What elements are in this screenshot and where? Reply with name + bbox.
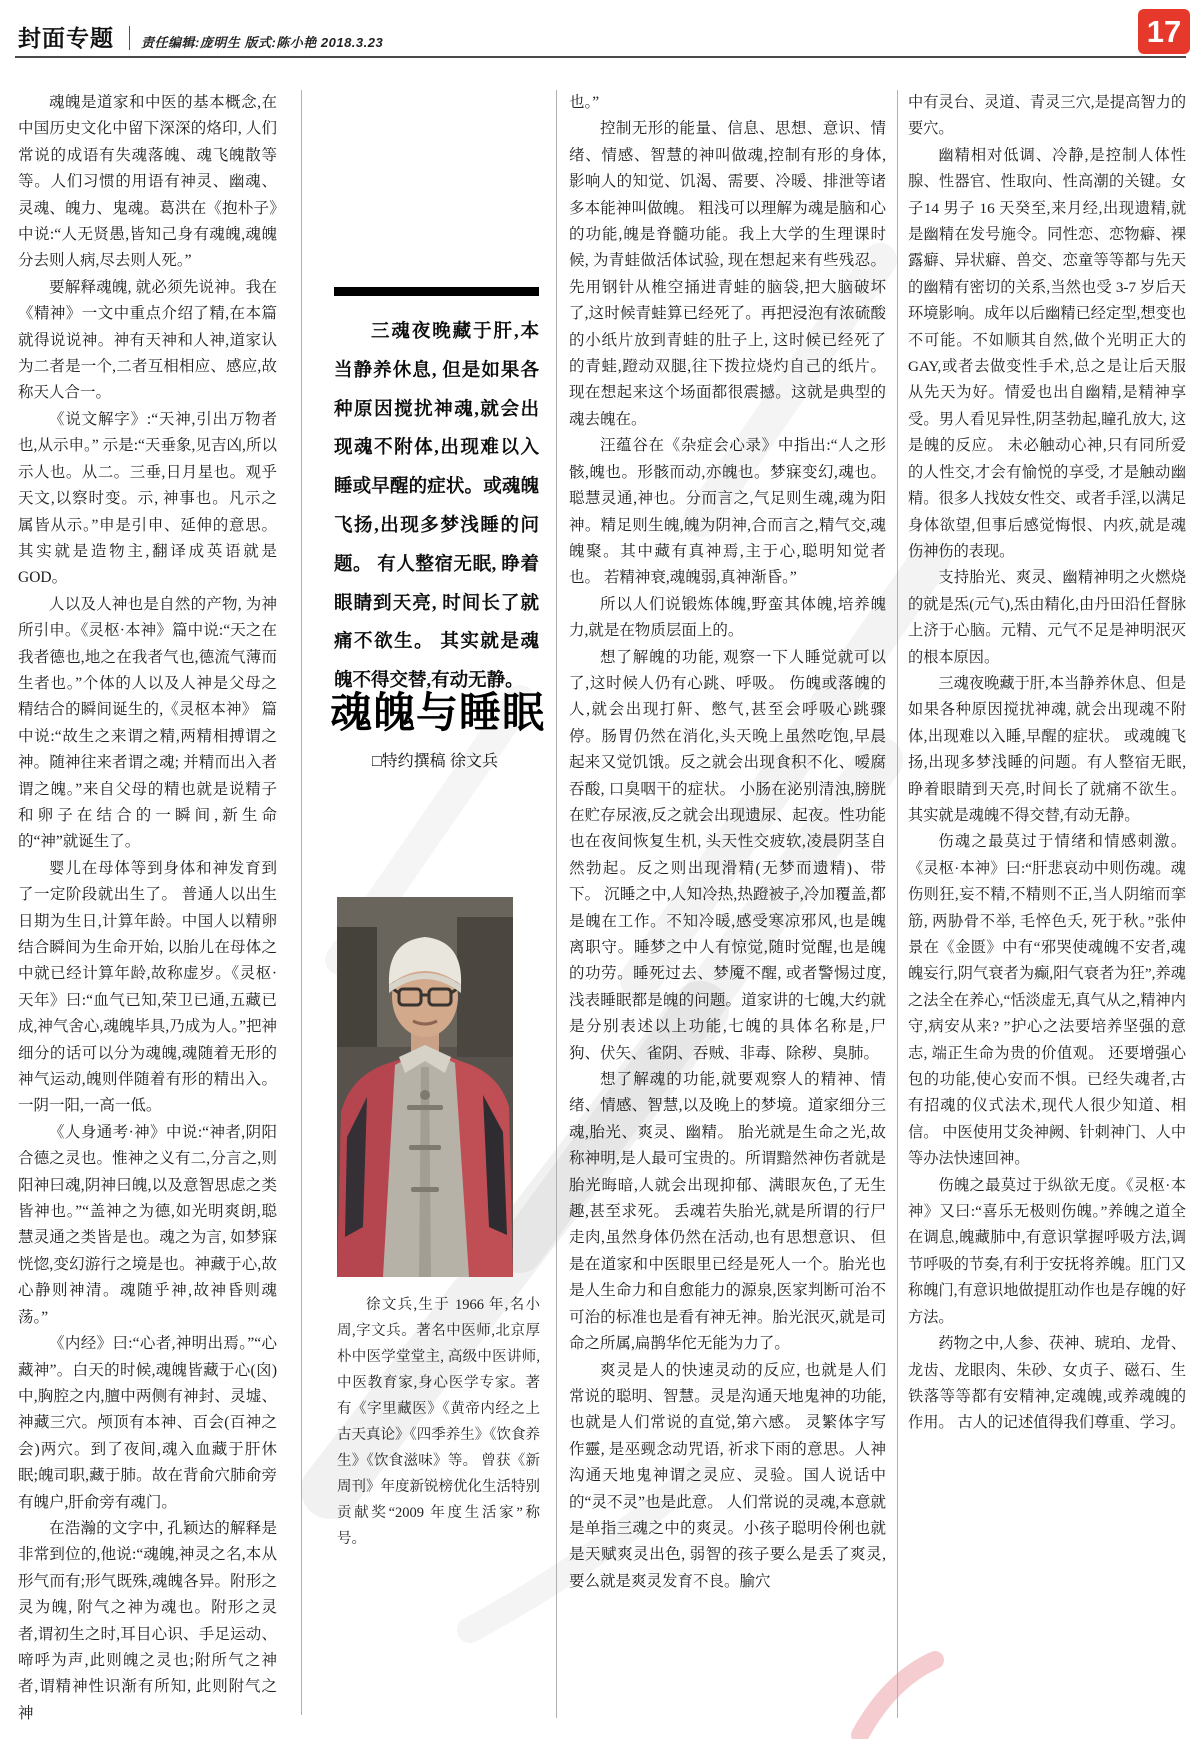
author-photo-illustration: [337, 897, 513, 1277]
pull-quote-box: [334, 287, 539, 701]
paragraph: 伤魄之最莫过于纵欲无度。《灵枢·本神》又曰:“喜乐无极则伤魄。”养魄之道全在调息,魄藏肺中,有意识掌握呼吸方法,调节呼吸的节奏,有利于安抚将养魄。肛门又称魄门,有意识地做提肛动作也是存魄的好方法。: [908, 1176, 1186, 1326]
column-rule-2: [556, 90, 557, 1718]
section-title: 封面专题: [18, 25, 114, 51]
paragraph: 幽精相对低调、冷静,是控制人体性腺、性器官、性取向、性高潮的关键。女子14 男子 16 天癸至,来月经,出现遗精,就是幽精在发号施令。同性恋、恋物癖、裸露癖、异状癖、兽交、恋童等等都与先天的幽精有密切的关系,当然也受 3-7 岁后天环境影响。成年以后幽精已经定型,想变也不可能。不如顺其自然,做个光明正大的 GAY,或者去做变性手术,总之是让后天服从先天为好。情爱也出自幽精,是精神享受。男人看见异性,阴茎勃起,瞳孔放大, 这是魄的反应。 未必触动心神,只有同所爱的人性交,才会有愉悦的享受, 才是触动幽精。很多人找妓女性交、或者手淫,以满足身体欲望,但事后感觉悔恨、内疚,就是魂伤神伤的表现。: [908, 146, 1186, 560]
paragraph: 《说文解字》:“天神,引出万物者也,从示申。” 示是:“天垂象,见吉凶,所以示人也。从二。三垂,日月星也。观乎天文,以察时变。示, 神事也。凡示之属皆从示。”申是引申、延伸的意思。其实就是造物主,翻译成英语就是 GOD。: [18, 410, 277, 587]
paragraph: 支持胎光、爽灵、幽精神明之火燃烧的就是炁(元气),炁由精化,由丹田沿任督脉上济于心脑。元精、元气不足是神明泯灭的根本原因。: [908, 569, 1186, 666]
paragraph: 中有灵台、灵道、青灵三穴,是提高智力的要穴。: [908, 94, 1186, 138]
paragraph: 三魂夜晚藏于肝,本当静养休息、但是如果各种原因搅扰神魂, 就会出现魂不附体,出现难以入睡,早醒的症状。 或魂魄飞扬,出现多梦浅睡的问题。有人整宿无眠,睁着眼睛到天亮,时间长了就痛不欲生。 其实就是魂魄不得交替,有动无静。: [908, 674, 1186, 824]
paragraph: 人以及人神也是自然的产物, 为神所引申。《灵枢·本神》篇中说:“天之在我者德也,地之在我者气也,德流气薄而生者也。”个体的人以及人神是父母之精结合的瞬间诞生的,《灵枢本神》 篇中说:“故生之来谓之精,两精相搏谓之神。随神往来者谓之魂; 并精而出入者谓之魄。”来自父母的精也就是说精子和卵子在结合的一瞬间,新生命的“神”就诞生了。: [18, 595, 277, 851]
pull-quote-text: 三魂夜晚藏于肝,本当静养休息, 但是如果各种原因搅扰神魂,就会出现魂不附体,出现难以入睡或早醒的症状。或魂魄飞扬,出现多梦浅睡的问题。 有人整宿无眠, 睁着眼睛到天亮, 时间长了就痛不欲生。 其实就是魂魄不得交替,有动无静。: [334, 322, 539, 692]
pull-quote-top-bar: [334, 287, 539, 296]
paragraph: 汪蕴谷在《杂症会心录》中指出:“人之形骸,魄也。形骸而动,亦魄也。梦寐变幻,魂也。聪慧灵通,神也。分而言之,气足则生魂,魂为阳神。精足则生魄,魄为阴神,合而言之,精气交,魂魄聚。其中藏有真神焉,主于心,聪明知觉者也。 若精神衰,魂魄弱,真神渐昏。”: [569, 437, 886, 587]
article-byline: □特约撰稿 徐文兵: [371, 753, 499, 770]
editor-credits: 责任编辑:庞明生 版式:陈小艳 2018.3.23: [141, 35, 384, 50]
paragraph: 婴儿在母体等到身体和神发育到了一定阶段就出生了。 普通人以出生日期为生日,计算年龄。中国人以精卵结合瞬间为生命开始, 以胎儿在母体之中就已经计算年龄,故称虚岁。《灵枢·天年》曰:“血气已知,荣卫已通,五藏已成,神气舍心,魂魄毕具,乃成为人。”把神细分的话可以分为魂魄,魂随着无形的神气运动,魄则伴随着有形的精出入。一阴一阳,一高一低。: [18, 859, 277, 1115]
paragraph: 药物之中,人参、茯神、琥珀、龙骨、龙齿、龙眼肉、朱砂、女贞子、磁石、生铁落等等都有安精神,定魂魄,或养魂魄的作用。 古人的记述值得我们尊重、学习。: [908, 1335, 1186, 1432]
paragraph: 魂魄是道家和中医的基本概念,在中国历史文化中留下深深的烙印, 人们常说的成语有失魂落魄、魂飞魄散等等。人们习惯的用语有神灵、幽魂、灵魂、魄力、鬼魂。葛洪在《抱朴子》中说:“人无贤愚,皆知己身有魂魄,魂魄分去则人病,尽去则人死。”: [18, 94, 277, 270]
body-column-4: [908, 90, 1186, 1437]
paragraph: 《内经》曰:“心者,神明出焉。”“心藏神”。白天的时候,魂魄皆藏于心(囟)中,胸腔之内,膻中两侧有神封、灵墟、神藏三穴。颅顶有本神、百会(百神之会)两穴。到了夜间,魂入血藏于肝休眠;魄司职,藏于肺。故在背俞穴肺俞旁有魄户,肝俞旁有魂门。: [18, 1335, 277, 1511]
paragraph: 也。”: [569, 94, 600, 111]
photo-caption: 徐文兵,生于 1966 年,名小周,字文兵。著名中医师,北京厚朴中医学堂堂主, 高级中医讲师,中医教育家,身心医学专家。著有《字里藏医》《黄帝内经之上古天真论》《四季养生》《饮食养生》《饮食滋味》等。 曾获《新周刊》年度新锐榜优化生活特别贡献奖“2009 年度生活家”称号。: [337, 1297, 540, 1547]
header-divider: [129, 26, 130, 50]
page-number: 17: [1146, 13, 1182, 49]
page-number-badge: [1138, 9, 1190, 54]
paragraph: 《人身通考·神》中说:“神者,阴阳合德之灵也。惟神之义有二,分言之,则阳神曰魂,阴神曰魄,以及意智思虑之类皆神也。”“盖神之为德,如光明爽朗,聪慧灵通之类皆是也。魂之为言, 如梦寐恍惚,变幻游行之境是也。神藏于心,故心静则神清。魂随乎神,故神昏则魂荡。”: [18, 1123, 277, 1326]
body-column-1: [18, 90, 277, 1727]
paragraph: 想了解魄的功能, 观察一下人睡觉就可以了,这时候人仍有心跳、呼吸。 伤魄或落魄的人,就会出现打鼾、憋气,甚至会呼吸心跳骤停。肠胃仍然在消化,头天晚上虽然吃饱,早晨起来又觉饥饿。反之就会出现食积不化、嗳腐吞酸, 口臭咽干的症状。 小肠在泌别清浊,膀胱在贮存尿液,反之就会出现遗尿、起夜。性功能也在夜间恢复生机, 头天性交疲软,凌晨阴茎自然勃起。反之则出现滑精(无梦而遗精)、带下。 沉睡之中,人知冷热,热蹬被子,冷加覆盖,都是魄在工作。不知冷暖,感受寒凉邪风,也是魄离职守。睡梦之中人有惊觉,随时觉醒,也是魄的功劳。睡死过去、梦魇不醒, 或者警惕过度, 浅表睡眠都是魄的问题。道家讲的七魄,大约就是分别表述以上功能,七魄的具体名称是,尸狗、伏矢、雀阴、吞贼、非毒、除秽、臭肺。: [569, 648, 886, 1062]
paragraph: 控制无形的能量、信息、思想、意识、情绪、情感、智慧的神叫做魂,控制有形的身体,影响人的知觉、饥渴、需要、冷暖、排泄等诸多本能神叫做魄。 粗浅可以理解为魂是脑和心的功能,魄是脊髓功能。我上大学的生理课时候, 为青蛙做活体试验, 现在想起来有些残忍。先用钢针从椎空捅进青蛙的脑袋,把大脑破坏了,这时候青蛙算已经死了。再把浸泡有浓硫酸的小纸片放到青蛙的肚子上, 这时候已经死了的青蛙,蹬动双腿,往下拨拉烧灼自己的纸片。现在想起来这个场面都很震撼。这就是典型的魂去魄在。: [569, 120, 886, 428]
column-rule-1: [301, 90, 302, 1715]
column-rule-3: [897, 90, 898, 1718]
body-column-3: [569, 90, 886, 1595]
paragraph: 在浩瀚的文字中, 孔颖达的解释是非常到位的,他说:“魂魄,神灵之名,本从形气而有;形气既殊,魂魄各异。附形之灵为魄, 附气之神为魂也。附形之灵者,谓初生之时,耳目心识、手足运动、啼呼为声,此则魄之灵也;附所气之神者,谓精神性识渐有所知, 此则附气之神: [18, 1519, 277, 1722]
author-photo: [337, 897, 513, 1277]
paragraph: 爽灵是人的快速灵动的反应, 也就是人们常说的聪明、智慧。灵是沟通天地鬼神的功能,也就是人们常说的直觉,第六感。 灵繁体字写作靈, 是巫觋念动咒语, 祈求下雨的意思。人神沟通天地鬼神谓之灵应、灵验。国人说话中的“灵不灵”也是此意。 人们常说的灵魂,本意就是单指三魂之中的爽灵。小孩子聪明伶俐也就是天赋爽灵出色, 弱智的孩子要么是丢了爽灵,要么就是爽灵发育不良。腧穴: [569, 1361, 886, 1590]
paragraph: 想了解魂的功能,就要观察人的精神、情绪、情感、智慧,以及晚上的梦境。道家细分三魂,胎光、爽灵、幽精。 胎光就是生命之光,故称神明,是人最可宝贵的。所谓黯然神伤者就是胎光晦暗,人就会出现抑郁、满眼灰色,了无生趣,甚至求死。 丢魂若失胎光,就是所谓的行尸走肉,虽然身体仍然在活动,也有思想意识、 但是在道家和中医眼里已经是死人一个。胎光也是人生命力和自愈能力的源泉,医家判断可治不可治的标准也是看有神无神。胎光泯灭,就是司命之所属,扁鹊华佗无能为力了。: [569, 1071, 886, 1353]
paragraph: 伤魂之最莫过于情绪和情感刺激。《灵枢·本神》曰:“肝悲哀动中则伤魂。魂伤则狂,妄不精,不精则不正,当人阴缩而挛筋, 两胁骨不举, 毛悴色夭, 死于秋。”张仲景在《金匮》中有“邪哭使魂魄不安者,魂魄妄行,阴气衰者为癫,阳气衰者为狂”,养魂之法全在养心,“恬淡虚无,真气从之,精神内守,病安从来? ”护心之法要培养坚强的意志, 端正生命为贵的价值观。 还要增强心包的功能,使心安而不惧。已经失魂者,古有招魂的仪式法术,现代人很少知道、相信。 中医使用艾灸神阙、针刺神门、人中等办法快速回神。: [908, 833, 1186, 1168]
header-rule: [15, 56, 1186, 58]
paragraph: 要解释魂魄, 就必须先说神。我在《精神》一文中重点介绍了精,在本篇就得说说神。神有天神和人神,道家认为二者是一个,二者互相相应、感应,故称天人合一。: [18, 278, 277, 402]
paragraph: 所以人们说锻炼体魄,野蛮其体魄,培养魄力,就是在物质层面上的。: [569, 595, 886, 640]
article-title: 魂魄与睡眠: [330, 691, 546, 737]
